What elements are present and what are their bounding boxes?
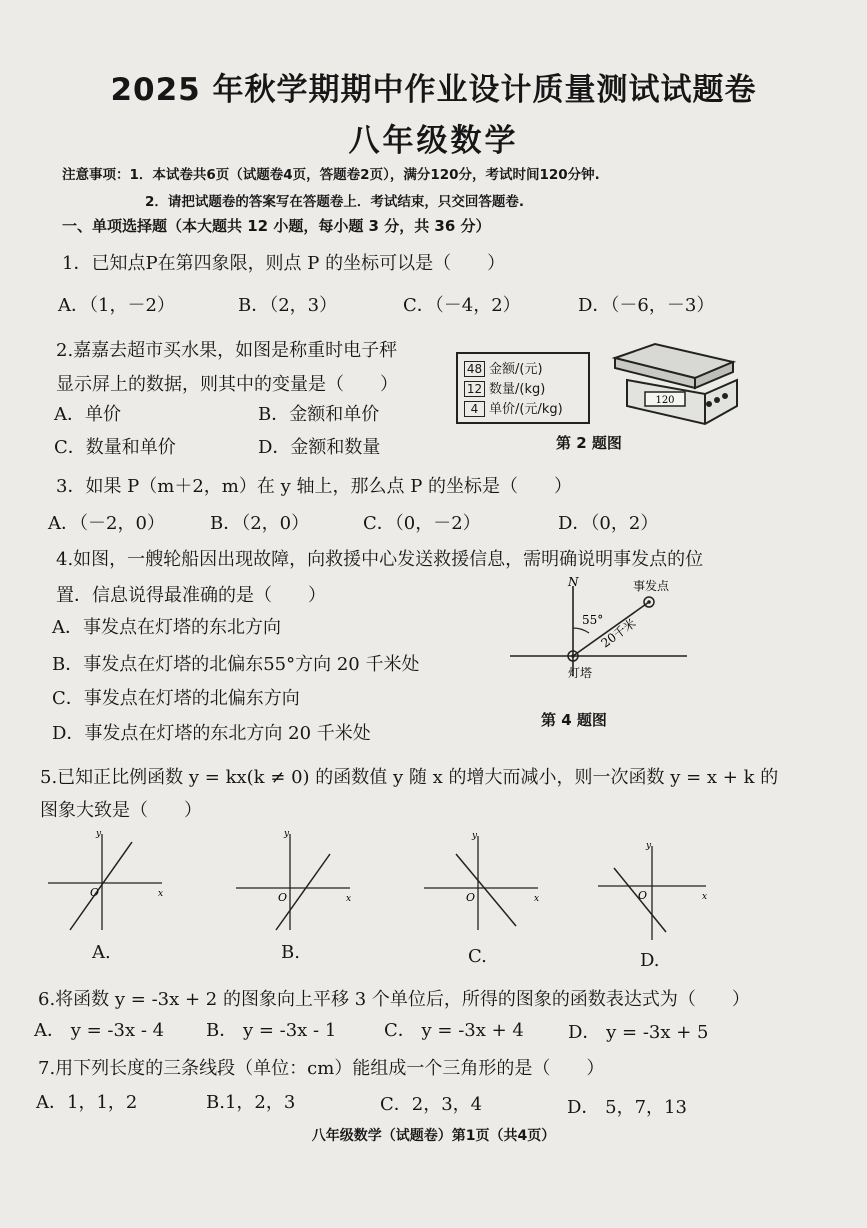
q4-option-b: B．事发点在灯塔的北偏东55°方向 20 千米处 [52, 654, 420, 675]
q5-graph-a-label: A. [92, 942, 111, 963]
display-row-amount: 48 金额/(元) [464, 358, 543, 377]
svg-text:O: O [466, 891, 476, 904]
q1-option-c: C．（－4，2） [403, 295, 521, 316]
svg-text:O: O [278, 891, 288, 904]
q1-option-b: B．（2，3） [238, 295, 338, 316]
q3-stem: 3．如果 P（m＋2，m）在 y 轴上，那么点 P 的坐标是（ ） [56, 476, 573, 497]
q2-option-a: A．单价 [54, 404, 121, 425]
q5-graph-d [594, 840, 724, 950]
q1-option-d: D．（－6，－3） [578, 295, 715, 316]
q3-option-d: D．（0，2） [558, 513, 659, 534]
q5-stem-line1: 5.已知正比例函数 y = kx(k ≠ 0) 的函数值 y 随 x 的增大而减小，则一次函数 y = x + k 的 [40, 767, 779, 788]
svg-text:x: x [702, 892, 708, 902]
q5-graph-b-label: B. [281, 942, 300, 963]
exam-subject: 八年级数学 [348, 123, 519, 159]
display-row-unit-price: 4 单价/(元/kg) [464, 398, 563, 417]
svg-text:x: x [158, 889, 164, 899]
accident-label: 事发点 [633, 579, 670, 593]
angle-arc [573, 628, 589, 633]
q7-option-c: C．2，3，4 [380, 1094, 483, 1115]
scale-display-panel [456, 352, 590, 424]
q6-option-d: D． y = -3x + 5 [568, 1022, 709, 1043]
q7-stem: 7.用下列长度的三条线段（单位：cm）能组成一个三角形的是（ ） [38, 1058, 605, 1079]
q4-figure [505, 572, 695, 707]
q2-caption: 第 2 题图 [556, 434, 622, 452]
q6-stem: 6.将函数 y = -3x + 2 的图象向上平移 3 个单位后，所得的图象的函数表达式为（ ） [38, 989, 750, 1010]
q1-option-a: A．（1，－2） [58, 295, 175, 316]
q3-option-b: B．（2，0） [210, 513, 310, 534]
lighthouse-label: 灯塔 [568, 666, 593, 680]
electronic-scale-image [605, 340, 745, 432]
page-footer: 八年级数学（试题卷）第1页（共4页） [311, 1128, 556, 1144]
q3-option-c: C．（0，－2） [363, 513, 481, 534]
q5-stem-line2: 图象大致是（ ） [40, 800, 202, 821]
angle-label: 55° [582, 613, 604, 627]
svg-text:O: O [638, 889, 648, 902]
svg-text:y: y [646, 841, 652, 851]
notice-line-2: 2．请把试题卷的答案写在答题卷上．考试结束，只交回答题卷. [145, 194, 525, 210]
exam-title: 2025 年秋学期期中作业设计质量测试试题卷 [110, 72, 757, 108]
svg-text:y: y [284, 829, 290, 839]
svg-text:O: O [90, 886, 100, 899]
q6-option-a: A． y = -3x - 4 [34, 1020, 165, 1041]
line-c [456, 854, 516, 926]
q4-stem-line1: 4.如图，一艘轮船因出现故障，向救援中心发送救援信息，需明确说明事发点的位 [56, 549, 704, 570]
svg-text:x: x [534, 894, 540, 904]
q6-option-b: B． y = -3x - 1 [206, 1020, 337, 1041]
q7-option-d: D． 5，7，13 [567, 1097, 687, 1118]
q3-option-a: A．（－2，0） [48, 513, 165, 534]
q4-option-c: C．事发点在灯塔的北偏东方向 [52, 688, 300, 709]
q1-stem: 1．已知点P在第四象限，则点 P 的坐标可以是（ ） [62, 253, 506, 274]
q2-option-d: D．金额和数量 [258, 437, 381, 458]
notice-line-1: 注意事项：1．本试卷共6页（试题卷4页，答题卷2页），满分120分，考试时间120分钟. [62, 167, 600, 183]
line-a [70, 842, 132, 930]
q5-graph-d-label: D. [640, 950, 660, 971]
q4-option-a: A．事发点在灯塔的东北方向 [52, 617, 281, 638]
q5-graph-a [44, 828, 174, 938]
q2-stem-line1: 2.嘉嘉去超市买水果，如图是称重时电子秤 [56, 340, 398, 361]
q5-graph-c-label: C. [468, 946, 487, 967]
distance-label: 20千米 [598, 616, 639, 651]
q4-stem-line2: 置．信息说得最准确的是（ ） [56, 585, 326, 606]
q5-graph-c [420, 830, 550, 940]
q4-option-d: D．事发点在灯塔的东北方向 20 千米处 [52, 723, 371, 744]
display-row-quantity: 12 数量/(kg) [464, 378, 545, 397]
q2-option-c: C．数量和单价 [54, 437, 176, 458]
line-d [614, 868, 666, 932]
section-heading: 一、单项选择题（本大题共 12 小题，每小题 3 分，共 36 分） [62, 217, 491, 235]
q2-stem-line2: 显示屏上的数据，则其中的变量是（ ） [56, 374, 398, 395]
svg-text:y: y [472, 831, 478, 841]
q6-option-c: C． y = -3x + 4 [384, 1020, 524, 1041]
north-label: N [568, 575, 579, 589]
q2-option-b: B．金额和单价 [258, 404, 380, 425]
svg-text:x: x [346, 894, 352, 904]
q4-caption: 第 4 题图 [541, 711, 607, 729]
scale-reading: 120 [655, 395, 675, 406]
q7-option-a: A．1，1，2 [36, 1092, 138, 1113]
q7-option-b: B.1，2，3 [206, 1092, 296, 1113]
svg-text:y: y [96, 829, 102, 839]
q5-graph-b [232, 828, 362, 938]
